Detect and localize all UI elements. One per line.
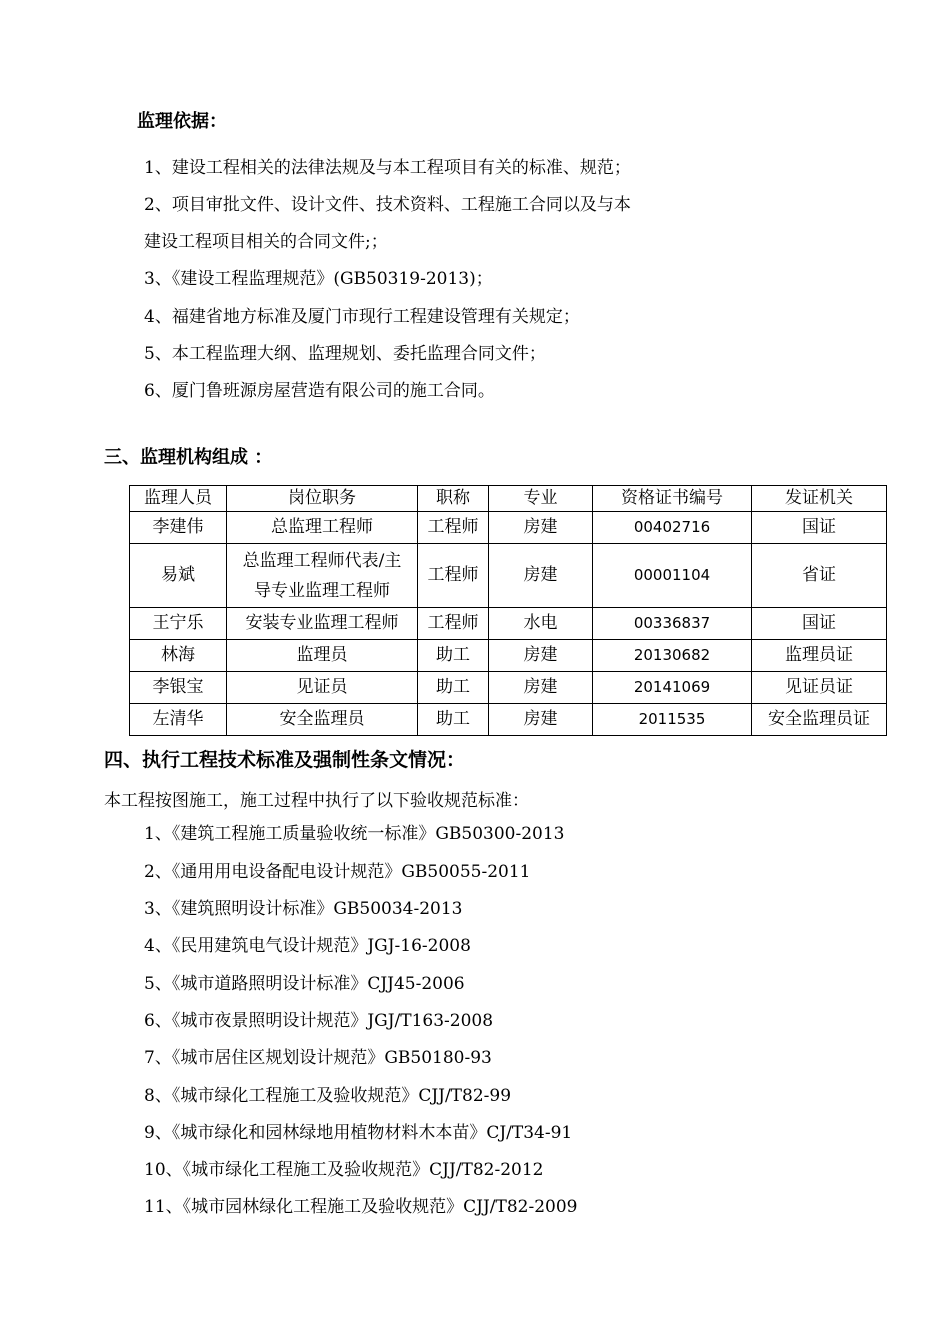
table-header-cell: 监理人员 bbox=[130, 486, 227, 512]
table-cell: 工程师 bbox=[418, 608, 489, 640]
standard-item: 10、《城市绿化工程施工及验收规范》CJJ/T82-2012 bbox=[144, 1160, 544, 1180]
basis-item: 5、本工程监理大纲、监理规划、委托监理合同文件； bbox=[144, 344, 546, 364]
standard-item: 3、《建筑照明设计标准》GB50034-2013 bbox=[144, 899, 463, 919]
table-cell: 监理员证 bbox=[752, 640, 887, 672]
role-line: 总监理工程师代表/主 bbox=[242, 550, 402, 571]
table-cell: 助工 bbox=[418, 704, 489, 736]
table-row bbox=[130, 640, 887, 672]
table-cell: 助工 bbox=[418, 640, 489, 672]
table-cell: 见证员 bbox=[227, 672, 418, 704]
standard-item: 5、《城市道路照明设计标准》CJJ45-2006 bbox=[144, 974, 465, 994]
table-cell: 2011535 bbox=[593, 704, 752, 736]
table-cell: 00001104 bbox=[593, 544, 752, 608]
table-cell: 安全监理员 bbox=[227, 704, 418, 736]
basis-item: 1、建设工程相关的法律法规及与本工程项目有关的标准、规范； bbox=[144, 158, 631, 178]
table-header-cell: 岗位职务 bbox=[227, 486, 418, 512]
table-cell: 王宁乐 bbox=[130, 608, 227, 640]
table-header-row bbox=[130, 486, 887, 512]
table-cell: 20141069 bbox=[593, 672, 752, 704]
standards-title: 四、执行工程技术标准及强制性条文情况： bbox=[104, 749, 466, 771]
org-title: 三、监理机构组成 ： bbox=[104, 447, 273, 468]
table-row bbox=[130, 608, 887, 640]
table-cell: 李银宝 bbox=[130, 672, 227, 704]
standard-item: 4、《民用建筑电气设计规范》JGJ-16-2008 bbox=[144, 936, 471, 956]
basis-title: 监理依据： bbox=[137, 111, 227, 132]
table-header-cell: 专业 bbox=[489, 486, 593, 512]
table-header-cell: 资格证书编号 bbox=[593, 486, 752, 512]
table-cell: 李建伟 bbox=[130, 512, 227, 544]
table-header-cell: 职称 bbox=[418, 486, 489, 512]
standard-item: 8、《城市绿化工程施工及验收规范》CJJ/T82-99 bbox=[144, 1086, 512, 1106]
table-cell: 00336837 bbox=[593, 608, 752, 640]
table-cell: 林海 bbox=[130, 640, 227, 672]
table-cell: 总监理工程师 bbox=[227, 512, 418, 544]
table-cell: 房建 bbox=[489, 512, 593, 544]
standard-item: 2、《通用用电设备配电设计规范》GB50055-2011 bbox=[144, 862, 531, 882]
table-row bbox=[130, 544, 887, 608]
table-cell: 工程师 bbox=[418, 512, 489, 544]
table-cell: 省证 bbox=[752, 544, 887, 608]
basis-item: 4、福建省地方标准及厦门市现行工程建设管理有关规定； bbox=[144, 307, 580, 327]
role-line: 导专业监理工程师 bbox=[254, 580, 390, 601]
table-row bbox=[130, 512, 887, 544]
table-cell: 房建 bbox=[489, 704, 593, 736]
table-cell: 易斌 bbox=[130, 544, 227, 608]
table-row bbox=[130, 672, 887, 704]
standard-item: 7、《城市居住区规划设计规范》GB50180-93 bbox=[144, 1048, 492, 1068]
staff-table bbox=[129, 485, 887, 736]
standards-intro: 本工程按图施工，施工过程中执行了以下验收规范标准： bbox=[104, 791, 529, 811]
standard-item: 11、《城市园林绿化工程施工及验收规范》CJJ/T82-2009 bbox=[144, 1197, 578, 1217]
basis-item: 3、《建设工程监理规范》(GB50319-2013)； bbox=[144, 269, 493, 289]
table-cell: 助工 bbox=[418, 672, 489, 704]
table-cell: 房建 bbox=[489, 640, 593, 672]
table-cell: 房建 bbox=[489, 544, 593, 608]
table-header-cell: 发证机关 bbox=[752, 486, 887, 512]
table-cell: 房建 bbox=[489, 672, 593, 704]
standard-item: 1、《建筑工程施工质量验收统一标准》GB50300-2013 bbox=[144, 824, 565, 844]
table-cell: 00402716 bbox=[593, 512, 752, 544]
standard-item: 9、《城市绿化和园林绿地用植物材料木本苗》CJ/T34-91 bbox=[144, 1123, 573, 1143]
table-cell-multiline bbox=[227, 544, 418, 608]
table-cell: 国证 bbox=[752, 608, 887, 640]
table-cell: 安全监理员证 bbox=[752, 704, 887, 736]
basis-item: 建设工程项目相关的合同文件;； bbox=[144, 232, 388, 252]
table-cell: 20130682 bbox=[593, 640, 752, 672]
table-cell: 工程师 bbox=[418, 544, 489, 608]
table-cell: 水电 bbox=[489, 608, 593, 640]
table-row bbox=[130, 704, 887, 736]
table-cell: 安装专业监理工程师 bbox=[227, 608, 418, 640]
basis-item: 6、厦门鲁班源房屋营造有限公司的施工合同。 bbox=[144, 381, 495, 401]
standard-item: 6、《城市夜景照明设计规范》JGJ/T163-2008 bbox=[144, 1011, 494, 1031]
table-cell: 左清华 bbox=[130, 704, 227, 736]
table-cell: 见证员证 bbox=[752, 672, 887, 704]
table-cell: 国证 bbox=[752, 512, 887, 544]
table-cell: 监理员 bbox=[227, 640, 418, 672]
basis-item: 2、项目审批文件、设计文件、技术资料、工程施工合同以及与本 bbox=[144, 195, 631, 215]
